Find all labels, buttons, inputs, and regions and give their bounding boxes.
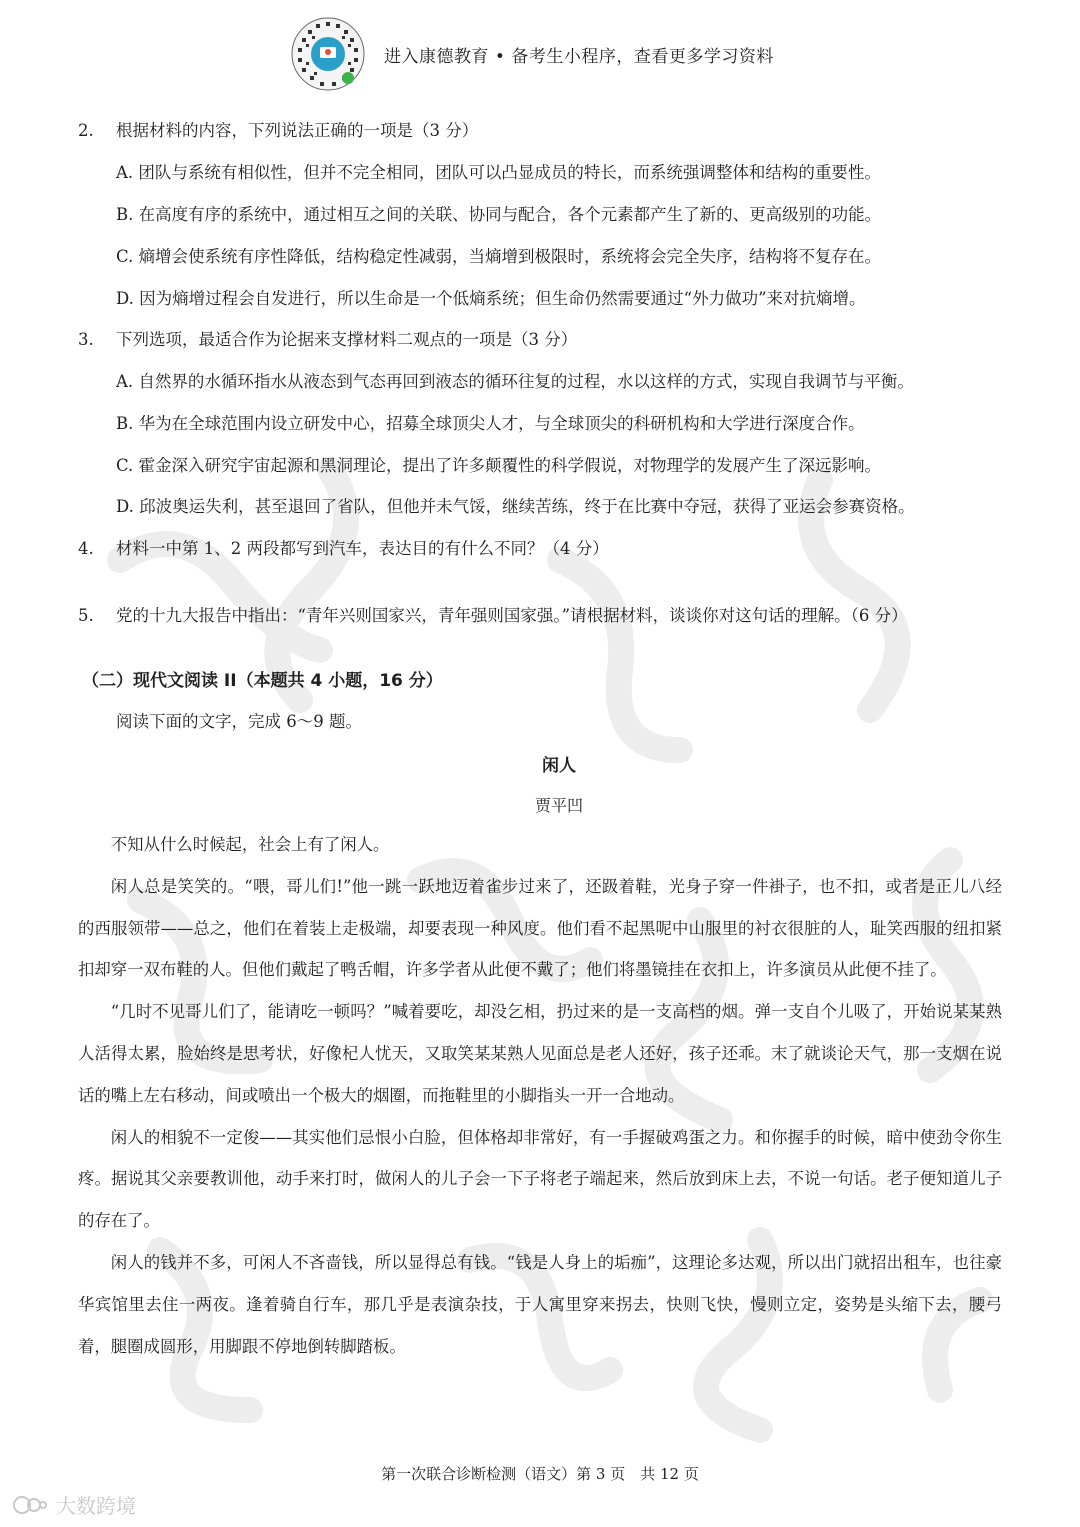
- story-title: 闲人: [542, 756, 576, 776]
- question-3: [78, 326, 577, 350]
- brand-logo-icon: [12, 1494, 48, 1516]
- option-3a: A. 自然界的水循环指水从液态到气态再回到液态的循环往复的过程，水以这样的方式，实现自我调节与平衡。: [116, 372, 914, 391]
- option-2d: D. 因为熵增过程会自发进行，所以生命是一个低熵系统；但生命仍然需要通过“外力做功”来对抗熵增。: [116, 289, 866, 308]
- option-2c: C. 熵增会使系统有序性降低，结构稳定性减弱，当熵增到极限时，系统将会完全失序，结构将不复存在。: [116, 247, 882, 266]
- story-paragraph: 不知从什么时候起，社会上有了闲人。: [110, 835, 390, 854]
- question-text: 下列选项，最适合作为论据来支撑材料二观点的一项是（3 分）: [116, 330, 578, 349]
- option-2a: A. 团队与系统有相似性，但并不完全相同，团队可以凸显成员的特长，而系统强调整体和结构的重要性。: [116, 163, 881, 182]
- story-paragraph: 闲人的钱并不多，可闲人不吝啬钱，所以显得总有钱。“钱是人身上的垢痂”，这理论多达观，所以出门就招出租车，也往豪华宾馆里去住一两夜。逢着骑自行车，那几乎是表演杂技，于人寓里穿来拐去，快则飞快，慢则立定，姿势是头缩下去，腰弓着，腿圈成圆形，用脚跟不停地倒转脚踏板。: [78, 1252, 1002, 1356]
- story-paragraph: 闲人的相貌不一定俊——其实他们忌恨小白脸，但体格却非常好，有一手握破鸡蛋之力。和你握手的时候，暗中使劲令你生疼。据说其父亲要教训他，动手来打时，做闲人的儿子会一下子将老子端起来，然后放到床上去，不说一句话。老子便知道儿子的存在了。: [78, 1127, 1002, 1231]
- question-2: [78, 117, 478, 141]
- story-paragraph: 闲人总是笑笑的。“喂，哥儿们!”他一跳一跃地迈着雀步过来了，还趿着鞋，光身子穿一件褂子，也不扣，或者是正儿八经的西服领带——总之，他们在着装上走极端，却要表现一种风度。他们看不起黑呢中山服里的衬衣很脏的人，耻笑西服的纽扣紧扣却穿一双布鞋的人。但他们戴起了鸭舌帽，许多学者从此便不戴了；他们将墨镜挂在衣扣上，许多演员从此便不挂了。: [78, 876, 1002, 980]
- option-3b: B. 华为在全球范围内设立研发中心，招募全球顶尖人才，与全球顶尖的科研机构和大学进行深度合作。: [116, 414, 865, 433]
- question-text: 根据材料的内容，下列说法正确的一项是（3 分）: [116, 121, 479, 140]
- brand-logo: [12, 1490, 136, 1519]
- story-body: [78, 824, 1002, 1367]
- question-number: 5.: [78, 606, 94, 625]
- question-5: [78, 602, 908, 626]
- page-footer: 第一次联合诊断检测（语文）第 3 页 共 12 页: [381, 1465, 699, 1483]
- question-number: 3.: [78, 330, 94, 349]
- qr-code-icon[interactable]: [290, 16, 366, 92]
- option-3c: C. 霍金深入研究宇宙起源和黑洞理论，提出了许多颠覆性的科学假说，对物理学的发展产生了深远影响。: [116, 456, 882, 475]
- header-banner-text: 进入康德教育 • 备考生小程序，查看更多学习资料: [384, 46, 774, 67]
- question-text: 材料一中第 1、2 两段都写到汽车，表达目的有什么不同？（4 分）: [116, 539, 609, 558]
- story-author: 贾平凹: [534, 796, 583, 815]
- option-2b: B. 在高度有序的系统中，通过相互之间的关联、协同与配合，各个元素都产生了新的、更高级别的功能。: [116, 205, 882, 224]
- story-paragraph: “几时不见哥儿们了，能请吃一顿吗？”喊着要吃，却没乞相，扔过来的是一支高档的烟。弹一支自个儿吸了，开始说某某熟人活得太累，脸始终是思考状，好像杞人忧天，又取笑某某熟人见面总是老人还好，孩子还乖。末了就谈论天气，那一支烟在说话的嘴上左右移动，间或喷出一个极大的烟圈，而拖鞋里的小脚指头一开一合地动。: [78, 1002, 1002, 1105]
- brand-logo-text: 大数跨境: [56, 1494, 136, 1518]
- page-header: [290, 14, 850, 94]
- option-3d: D. 邱波奥运失利，甚至退回了省队，但他并未气馁，继续苦练，终于在比赛中夺冠，获得了亚运会参赛资格。: [116, 497, 915, 516]
- question-number: 4.: [78, 539, 94, 558]
- question-number: 2.: [78, 121, 94, 140]
- question-text: 党的十九大报告中指出：“青年兴则国家兴，青年强则国家强。”请根据材料，谈谈你对这句话的理解。（6 分）: [116, 606, 908, 625]
- question-4: [78, 535, 609, 559]
- section-instruction: 阅读下面的文字，完成 6～9 题。: [116, 712, 362, 731]
- section-heading: （二）现代文阅读 II（本题共 4 小题，16 分）: [82, 671, 443, 691]
